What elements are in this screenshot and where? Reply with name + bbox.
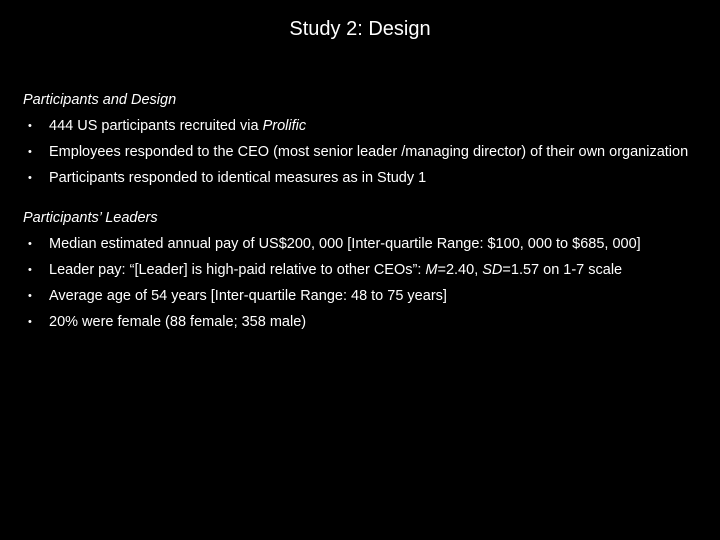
bullet-icon: •: [28, 316, 32, 328]
bullet-text: 444 US participants recruited via: [49, 118, 263, 134]
bullet-icon: •: [28, 238, 32, 250]
bullet-item: [23, 260, 703, 280]
bullet-list: [23, 234, 703, 332]
bullet-item: [23, 116, 703, 136]
bullet-item: [23, 312, 703, 332]
bullet-item: [23, 234, 703, 254]
bullet-item: [23, 168, 703, 188]
bullet-text: SD: [482, 262, 503, 278]
bullet-text: Median estimated annual pay of US$200, 000 [Inter-quartile Range: $100, 000 to $685, 000]: [49, 236, 641, 252]
bullet-icon: •: [28, 290, 32, 302]
bullet-icon: •: [28, 264, 32, 276]
section-heading: Participants’ Leaders: [23, 210, 158, 226]
bullet-icon: •: [28, 146, 32, 158]
slide-content: [23, 90, 703, 338]
bullet-item: [23, 142, 703, 162]
section-participants-and-design: [23, 90, 703, 188]
bullet-list: [23, 116, 703, 188]
bullet-text: M: [425, 262, 438, 278]
section-heading: Participants and Design: [23, 92, 177, 108]
section-participants-leaders: [23, 208, 703, 332]
bullet-icon: •: [28, 172, 32, 184]
bullet-text: Average age of 54 years [Inter-quartile Range: 48 to 75 years]: [49, 288, 447, 304]
bullet-icon: •: [28, 120, 32, 132]
bullet-text: Employees responded to the CEO (most senior leader /managing director) of their own organization: [49, 144, 689, 160]
bullet-item: [23, 286, 703, 306]
bullet-text: =1.57 on 1-7 scale: [502, 262, 623, 278]
slide-title: Study 2: Design: [289, 18, 431, 40]
bullet-text: =2.40,: [437, 262, 483, 278]
bullet-text: Leader pay: “[Leader] is high-paid relative to other CEOs”:: [49, 262, 426, 278]
bullet-text: 20% were female (88 female; 358 male): [49, 314, 307, 330]
bullet-text: Prolific: [262, 118, 307, 134]
bullet-text: Participants responded to identical measures as in Study 1: [49, 170, 427, 186]
